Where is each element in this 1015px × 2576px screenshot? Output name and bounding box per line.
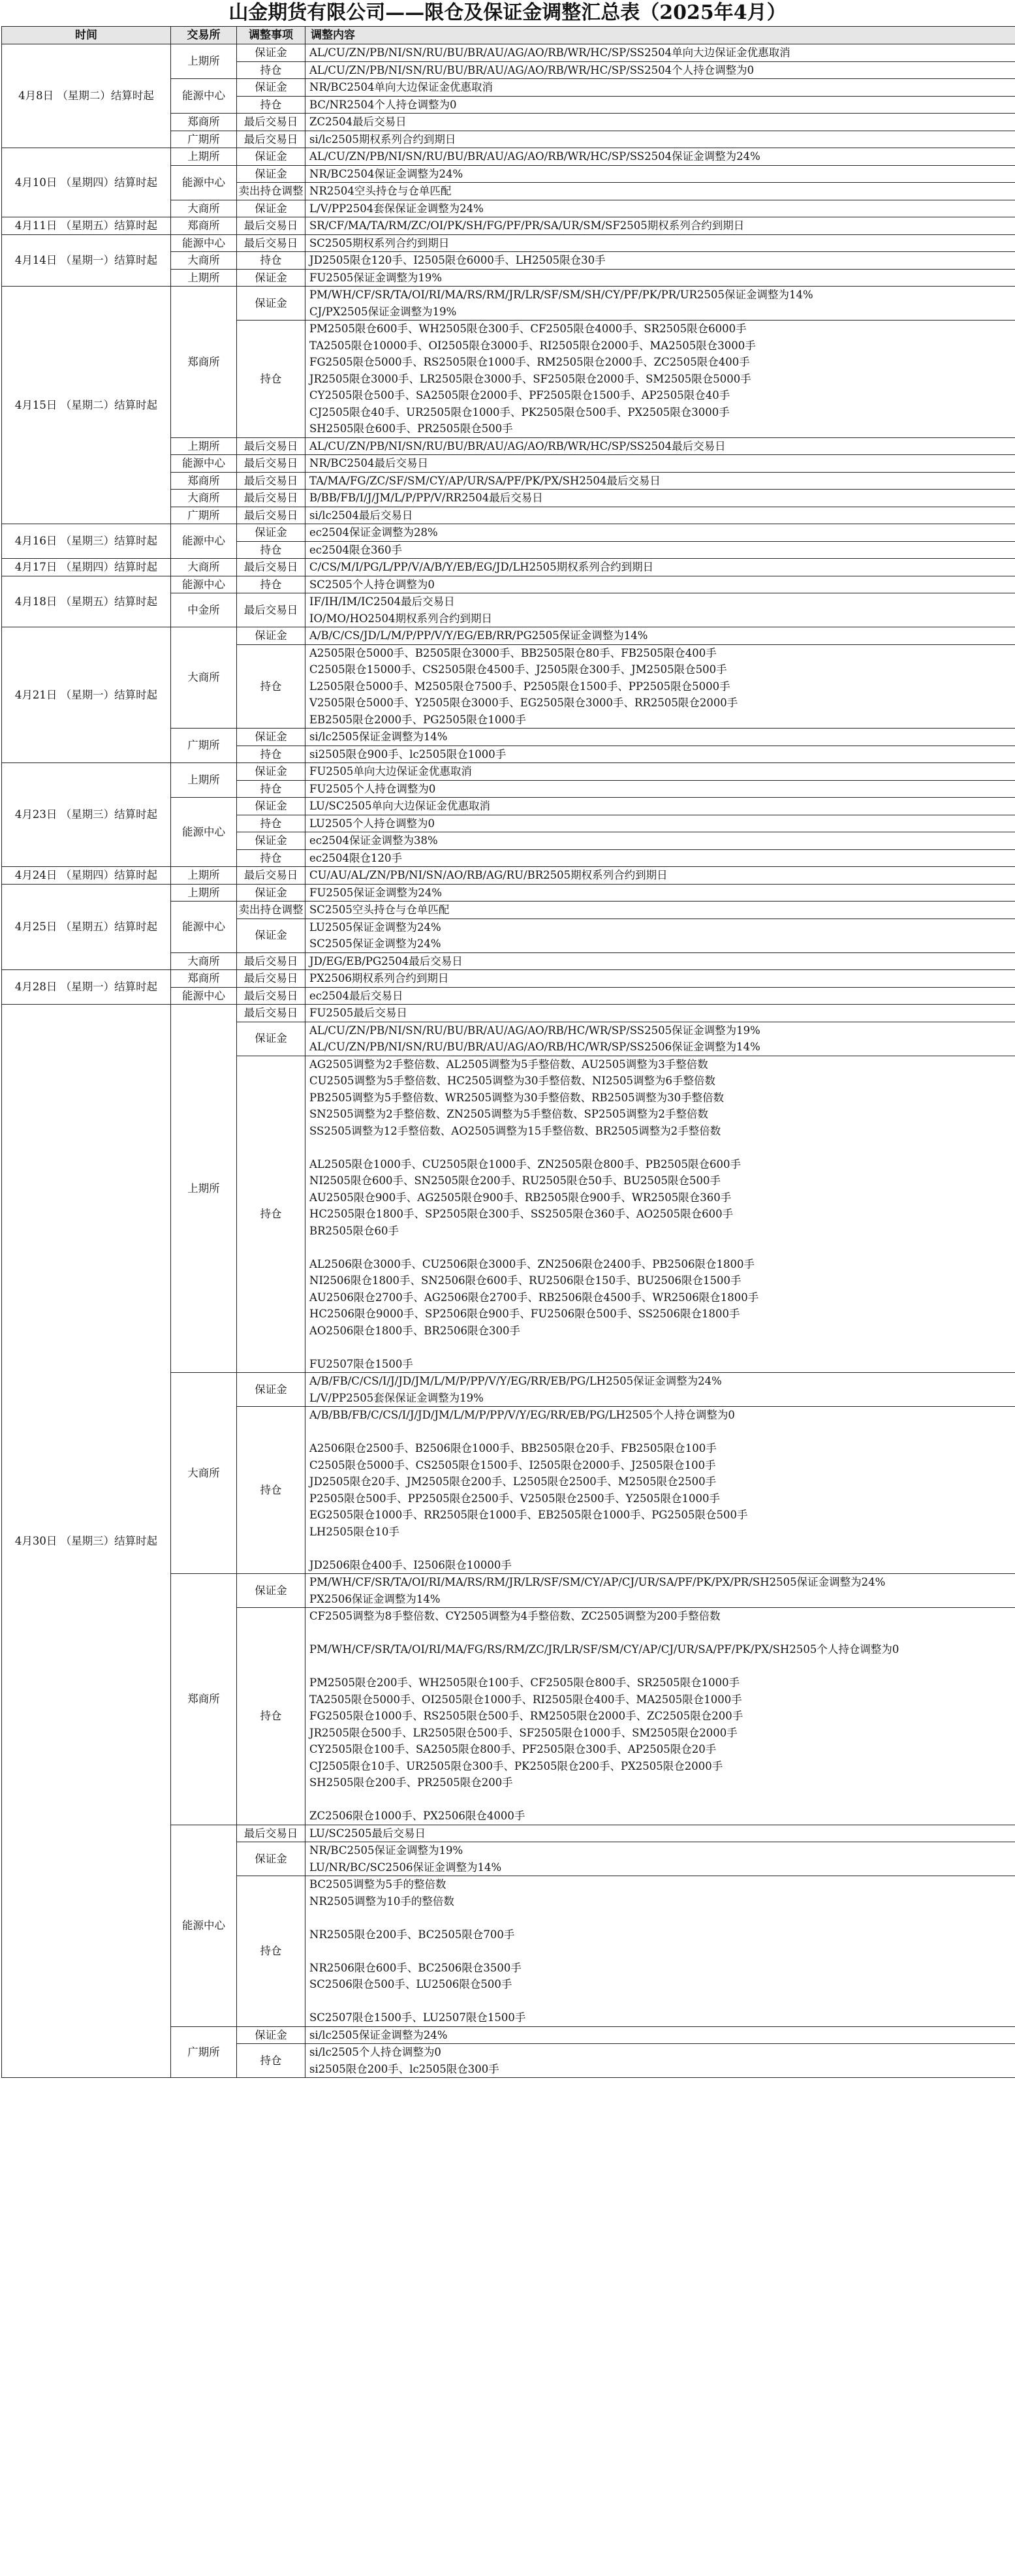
type-cell: 持仓: [237, 746, 305, 763]
exchange-cell: 上期所: [171, 44, 237, 79]
content-text: si/lc2505保证金调整为14%: [309, 730, 448, 743]
date-text: 4月30日 （星期三）结算时起: [14, 1534, 158, 1547]
content-cell: [305, 2026, 1015, 2044]
type-cell: 持仓: [237, 644, 305, 729]
content-cell: [305, 148, 1015, 166]
content-text: SC2505个人持仓调整为0: [309, 578, 435, 591]
content-cell: [305, 165, 1015, 183]
type-cell: 保证金: [237, 798, 305, 815]
exchange-cell: 大商所: [171, 252, 237, 270]
type-cell: 持仓: [237, 1608, 305, 1825]
content-cell: [305, 524, 1015, 542]
date-cell: [2, 44, 171, 148]
table-row: [2, 148, 1015, 166]
date-text: 4月23日 （星期三）结算时起: [14, 808, 158, 821]
content-text: PM2505限仓600手、WH2505限仓300手、CF2505限仓4000手、SR2505限仓6000手 TA2505限仓10000手、OI2505限仓3000手、RI2505限仓2000手、MA2505限仓3000手 FG2505限仓5000手、RS2505限仓1000手、RM2505限仓2000手、ZC2505限仓400手 JR2505限仓3000手、LR2505限仓3000手、SF2505限仓2000手、SM2505限仓5000手 CY2505限仓500手、SA2505限仓2000手、PF2505限仓1500手、AP2505限仓40手 CJ2505限仓40手、UR2505限仓1000手、PK2505限仓500手、PX2505限仓3000手 SH2505限仓600手、PR2505限仓500手: [309, 322, 756, 435]
header-row: [2, 27, 1015, 44]
content-cell: [305, 644, 1015, 729]
type-cell: 最后交易日: [237, 970, 305, 988]
content-text: BC/NR2504个人持仓调整为0: [309, 98, 457, 111]
exchange-cell: 上期所: [171, 148, 237, 166]
table-row: [2, 884, 1015, 902]
content-text: BC2505调整为5手的整倍数 NR2505调整为10手的整倍数 NR2505限仓200手、BC2505限仓700手 NR2506限仓600手、BC2506限仓3500手 SC2506限仓500手、LU2506限仓500手 SC2507限仓1500手、LU2507限仓1500手: [309, 1878, 526, 2024]
type-cell: 最后交易日: [237, 490, 305, 507]
exchange-cell: 郑商所: [171, 114, 237, 131]
content-cell: [305, 507, 1015, 524]
type-cell: 最后交易日: [237, 952, 305, 970]
exchange-cell: 能源中心: [171, 524, 237, 559]
type-cell: 持仓: [237, 815, 305, 832]
exchange-cell: 郑商所: [171, 472, 237, 490]
content-text: ec2504保证金调整为38%: [309, 834, 438, 847]
type-cell: 保证金: [237, 1022, 305, 1056]
exchange-cell: 能源中心: [171, 234, 237, 252]
content-cell: [305, 884, 1015, 902]
content-text: C/CS/M/I/PG/L/PP/V/A/B/Y/EB/EG/JD/LH2505期权系列合约到期日: [309, 561, 654, 573]
type-cell: 最后交易日: [237, 1005, 305, 1022]
content-text: B/BB/FB/I/J/JM/L/P/PP/V/RR2504最后交易日: [309, 492, 543, 504]
exchange-cell: 大商所: [171, 559, 237, 576]
content-text: si/lc2505保证金调整为24%: [309, 2028, 448, 2041]
exchange-cell: 郑商所: [171, 217, 237, 235]
type-cell: 最后交易日: [237, 987, 305, 1005]
content-cell: [305, 729, 1015, 746]
content-cell: [305, 952, 1015, 970]
content-text: LU/SC2505最后交易日: [309, 1827, 426, 1840]
content-text: A2505限仓5000手、B2505限仓3000手、BB2505限仓80手、FB2505限仓400手 C2505限仓15000手、CS2505限仓4500手、J2505限仓300手、JM2505限仓500手 L2505限仓5000手、M2505限仓7500手、P2505限仓1500手、PP2505限仓5000手 V2505限仓5000手、Y2505限仓3000手、EG2505限仓3000手、RR2505限仓2000手 EB2505限仓2000手、PG2505限仓1000手: [309, 646, 738, 726]
header-type: 调整事项: [237, 27, 305, 44]
date-cell: [2, 576, 171, 627]
content-text: NR/BC2504保证金调整为24%: [309, 167, 463, 180]
content-text: LU2505保证金调整为24% SC2505保证金调整为24%: [309, 920, 441, 950]
exchange-cell: 郑商所: [171, 287, 237, 438]
content-cell: [305, 987, 1015, 1005]
date-text: 4月14日 （星期一）结算时起: [14, 254, 158, 266]
type-cell: 保证金: [237, 919, 305, 952]
content-text: CU/AU/AL/ZN/PB/NI/SN/AO/RB/AG/RU/BR2505期权系列合约到期日: [309, 869, 668, 881]
date-text: 4月16日 （星期三）结算时起: [14, 535, 158, 548]
content-cell: [305, 593, 1015, 627]
header-exchange: 交易所: [171, 27, 237, 44]
content-cell: [305, 287, 1015, 321]
table-row: [2, 559, 1015, 576]
exchange-cell: 大商所: [171, 200, 237, 217]
content-cell: [305, 1022, 1015, 1056]
content-cell: [305, 867, 1015, 885]
content-text: si/lc2504最后交易日: [309, 509, 413, 522]
type-cell: 最后交易日: [237, 217, 305, 235]
date-cell: [2, 763, 171, 867]
content-text: ec2504限仓360手: [309, 543, 402, 556]
exchange-cell: 能源中心: [171, 455, 237, 473]
type-cell: 持仓: [237, 849, 305, 867]
exchange-cell: 上期所: [171, 1005, 237, 1373]
adjustment-table: [1, 26, 1015, 2078]
type-cell: 最后交易日: [237, 437, 305, 455]
content-text: A/B/BB/FB/C/CS/I/J/JD/JM/L/M/P/PP/V/Y/EG/RR/EB/PG/LH2505个人持仓调整为0 A2506限仓2500手、B2506限仓1000手、BB2505限仓20手、FB2505限仓100手 C2505限仓5000手、CS2505限仓1500手、I2505限仓2000手、J2505限仓100手 JD2505限仓20手、JM2505限仓200手、L2505限仓2500手、M2505限仓2500手 P2505限仓500手、PP2505限仓2500手、V2505限仓2500手、Y2505限仓1000手 EG2505限仓1000手、RR2505限仓1000手、EB2505限仓1000手、PG2505限仓500手 LH2505限仓10手 JD2506限仓400手、I2506限仓10000手: [309, 1409, 748, 1571]
content-cell: [305, 746, 1015, 763]
exchange-cell: 能源中心: [171, 987, 237, 1005]
type-cell: 持仓: [237, 1407, 305, 1574]
content-text: JD2505限仓120手、I2505限仓6000手、LH2505限仓30手: [309, 254, 606, 266]
type-cell: 最后交易日: [237, 472, 305, 490]
content-cell: [305, 1825, 1015, 1842]
type-cell: 持仓: [237, 321, 305, 438]
exchange-cell: 大商所: [171, 1373, 237, 1574]
content-text: ec2504最后交易日: [309, 989, 403, 1002]
content-cell: [305, 832, 1015, 850]
type-cell: 保证金: [237, 287, 305, 321]
content-cell: [305, 970, 1015, 988]
content-text: FU2505保证金调整为24%: [309, 886, 443, 899]
content-text: A/B/C/CS/JD/L/M/P/PP/V/Y/EG/EB/RR/PG2505保证金调整为14%: [309, 629, 648, 642]
content-cell: [305, 763, 1015, 781]
exchange-cell: 能源中心: [171, 165, 237, 200]
content-cell: [305, 79, 1015, 97]
type-cell: 持仓: [237, 1876, 305, 2027]
exchange-cell: 能源中心: [171, 79, 237, 114]
content-cell: [305, 455, 1015, 473]
content-text: NR/BC2504单向大边保证金优惠取消: [309, 81, 493, 93]
exchange-cell: 大商所: [171, 952, 237, 970]
content-cell: [305, 798, 1015, 815]
content-cell: [305, 1407, 1015, 1574]
date-text: 4月25日 （星期五）结算时起: [14, 920, 158, 933]
type-cell: 保证金: [237, 148, 305, 166]
content-cell: [305, 2044, 1015, 2078]
content-cell: [305, 200, 1015, 217]
type-cell: 持仓: [237, 576, 305, 593]
type-cell: 持仓: [237, 96, 305, 114]
content-text: SC2505空头持仓与仓单匹配: [309, 903, 450, 916]
content-text: si/lc2505期权系列合约到期日: [309, 133, 456, 146]
content-text: FU2505最后交易日: [309, 1007, 407, 1019]
content-text: FU2505个人持仓调整为0: [309, 782, 436, 795]
date-cell: [2, 1005, 171, 2078]
type-cell: 保证金: [237, 44, 305, 62]
date-text: 4月21日 （星期一）结算时起: [14, 688, 158, 701]
content-text: IF/IH/IM/IC2504最后交易日 IO/MO/HO2504期权系列合约到期日: [309, 595, 492, 625]
type-cell: 最后交易日: [237, 234, 305, 252]
content-cell: [305, 252, 1015, 270]
content-text: AL/CU/ZN/PB/NI/SN/RU/BU/BR/AU/AG/AO/RB/HC/WR/SP/SS2505保证金调整为19% AL/CU/ZN/PB/NI/SN/RU/BU/BR/AU/AG/AO/RB/HC/WR/SP/SS2506保证金调整为14%: [309, 1024, 760, 1053]
content-text: ec2504保证金调整为28%: [309, 526, 438, 539]
exchange-cell: 能源中心: [171, 902, 237, 953]
exchange-cell: 上期所: [171, 867, 237, 885]
type-cell: 保证金: [237, 524, 305, 542]
exchange-cell: 能源中心: [171, 576, 237, 593]
type-cell: 最后交易日: [237, 131, 305, 148]
content-text: AL/CU/ZN/PB/NI/SN/RU/BU/BR/AU/AG/AO/RB/WR/HC/SP/SS2504最后交易日: [309, 439, 726, 452]
table-row: [2, 524, 1015, 542]
type-cell: 保证金: [237, 627, 305, 645]
table-row: [2, 763, 1015, 781]
exchange-cell: 上期所: [171, 269, 237, 287]
type-cell: 保证金: [237, 1842, 305, 1876]
exchange-cell: 广期所: [171, 729, 237, 763]
type-cell: 保证金: [237, 1574, 305, 1608]
date-text: 4月28日 （星期一）结算时起: [14, 981, 158, 994]
type-cell: 最后交易日: [237, 455, 305, 473]
table-row: [2, 867, 1015, 885]
content-text: AL/CU/ZN/PB/NI/SN/RU/BU/BR/AU/AG/AO/RB/WR/HC/SP/SS2504保证金调整为24%: [309, 150, 760, 163]
date-cell: [2, 884, 171, 970]
content-text: SC2505期权系列合约到期日: [309, 236, 450, 249]
type-cell: 保证金: [237, 832, 305, 850]
table-row: [2, 287, 1015, 321]
table-row: [2, 44, 1015, 62]
table-row: [2, 576, 1015, 593]
type-cell: 最后交易日: [237, 593, 305, 627]
type-cell: 持仓: [237, 780, 305, 798]
type-cell: 保证金: [237, 200, 305, 217]
content-cell: [305, 96, 1015, 114]
table-row: [2, 970, 1015, 988]
date-text: 4月18日 （星期五）结算时起: [14, 595, 158, 608]
type-cell: 最后交易日: [237, 507, 305, 524]
content-text: FU2505保证金调整为19%: [309, 271, 443, 284]
exchange-cell: 广期所: [171, 2026, 237, 2078]
type-cell: 保证金: [237, 2026, 305, 2044]
type-cell: 最后交易日: [237, 114, 305, 131]
type-cell: 保证金: [237, 763, 305, 781]
type-cell: 持仓: [237, 2044, 305, 2078]
type-cell: 卖出持仓调整: [237, 183, 305, 200]
type-cell: 保证金: [237, 269, 305, 287]
content-cell: [305, 44, 1015, 62]
content-cell: [305, 849, 1015, 867]
content-cell: [305, 780, 1015, 798]
exchange-cell: 上期所: [171, 763, 237, 798]
type-cell: 持仓: [237, 61, 305, 79]
table-row: [2, 217, 1015, 235]
type-cell: 最后交易日: [237, 867, 305, 885]
type-cell: 保证金: [237, 729, 305, 746]
table-row: [2, 1005, 1015, 1022]
content-text: PM/WH/CF/SR/TA/OI/RI/MA/RS/RM/JR/LR/SF/SM/SH/CY/PF/PK/PR/UR2505保证金调整为14% CJ/PX2505保证金调整为19%: [309, 289, 813, 318]
content-text: SR/CF/MA/TA/RM/ZC/OI/PK/SH/FG/PF/PR/SA/UR/SM/SF2505期权系列合约到期日: [309, 219, 745, 232]
content-text: JD/EG/EB/PG2504最后交易日: [309, 954, 463, 967]
content-cell: [305, 1373, 1015, 1407]
table-row: [2, 234, 1015, 252]
content-text: PX2506期权系列合约到期日: [309, 972, 449, 984]
content-text: ec2504限仓120手: [309, 851, 402, 864]
content-cell: [305, 1876, 1015, 2027]
content-cell: [305, 541, 1015, 559]
content-cell: [305, 321, 1015, 438]
content-text: PM/WH/CF/SR/TA/OI/RI/MA/RS/RM/JR/LR/SF/SM/CY/AP/CJ/UR/SA/PF/PK/PX/PR/SH2505保证金调整为24% PX2506保证金调整为14%: [309, 1576, 886, 1605]
content-text: NR/BC2504最后交易日: [309, 457, 428, 469]
content-cell: [305, 131, 1015, 148]
content-cell: [305, 902, 1015, 919]
exchange-cell: 上期所: [171, 884, 237, 902]
date-cell: [2, 148, 171, 217]
date-text: 4月15日 （星期二）结算时起: [14, 398, 158, 411]
exchange-cell: 中金所: [171, 593, 237, 627]
exchange-cell: 能源中心: [171, 1825, 237, 2026]
content-cell: [305, 1056, 1015, 1373]
exchange-cell: 能源中心: [171, 798, 237, 867]
content-text: CF2505调整为8手整倍数、CY2505调整为4手整倍数、ZC2505调整为200手整倍数 PM/WH/CF/SR/TA/OI/RI/MA/FG/RS/RM/ZC/JR/LR/SF/SM/CY/AP/CJ/UR/SA/PF/PK/PX/SH2505个人持仓调整为0 PM2505限仓200手、WH2505限仓100手、CF2505限仓800手、SR2505限仓1000手 TA2505限仓5000手、OI2505限仓1000手、RI2505限仓400手、MA2505限仓1000手 FG2505限仓1000手、RS2505限仓500手、RM2505限仓2000手、ZC2505限仓200手 JR2505限仓500手、LR2505限仓500手、SF2505限仓1000手、SM2505限仓2000手 CY2505限仓100手、SA2505限仓800手、PF2505限仓300手、AP2505限仓20手 CJ2505限仓10手、UR2505限仓300手、PK2505限仓200手、PX2505限仓2000手 SH2505限仓200手、PR2505限仓200手 ZC2506限仓1000手、PX2506限仓4000手: [309, 1610, 899, 1822]
type-cell: 最后交易日: [237, 1825, 305, 1842]
content-text: LU/SC2505单向大边保证金优惠取消: [309, 800, 490, 812]
date-cell: [2, 234, 171, 287]
content-cell: [305, 1574, 1015, 1608]
date-cell: [2, 287, 171, 524]
exchange-cell: 广期所: [171, 131, 237, 148]
content-text: FU2505单向大边保证金优惠取消: [309, 765, 472, 778]
content-text: L/V/PP2504套保保证金调整为24%: [309, 202, 484, 215]
exchange-cell: 大商所: [171, 490, 237, 507]
type-cell: 卖出持仓调整: [237, 902, 305, 919]
content-cell: [305, 114, 1015, 131]
content-text: LU2505个人持仓调整为0: [309, 817, 435, 830]
type-cell: 最后交易日: [237, 559, 305, 576]
content-text: NR/BC2505保证金调整为19% LU/NR/BC/SC2506保证金调整为14%: [309, 1844, 502, 1874]
type-cell: 保证金: [237, 1373, 305, 1407]
type-cell: 持仓: [237, 541, 305, 559]
exchange-cell: 大商所: [171, 627, 237, 729]
exchange-cell: 广期所: [171, 507, 237, 524]
content-cell: [305, 1608, 1015, 1825]
type-cell: 保证金: [237, 165, 305, 183]
exchange-cell: 郑商所: [171, 970, 237, 988]
exchange-cell: 郑商所: [171, 1574, 237, 1825]
content-cell: [305, 559, 1015, 576]
content-cell: [305, 1005, 1015, 1022]
header-content: 调整内容: [305, 27, 1015, 44]
date-cell: 4月17日 （星期四）结算时起: [2, 559, 171, 576]
content-cell: [305, 183, 1015, 200]
table-row: [2, 627, 1015, 645]
date-text: 4月10日 （星期四）结算时起: [14, 176, 158, 189]
content-cell: [305, 437, 1015, 455]
content-cell: [305, 919, 1015, 952]
content-text: si/lc2505个人持仓调整为0 si2505限仓200手、lc2505限仓300手: [309, 2046, 499, 2075]
content-text: NR2504空头持仓与仓单匹配: [309, 185, 452, 197]
header-time: 时间: [2, 27, 171, 44]
content-text: si2505限仓900手、lc2505限仓1000手: [309, 747, 507, 761]
date-cell: [2, 627, 171, 763]
content-text: AL/CU/ZN/PB/NI/SN/RU/BU/BR/AU/AG/AO/RB/WR/HC/SP/SS2504个人持仓调整为0: [309, 63, 755, 76]
date-cell: [2, 524, 171, 559]
content-cell: [305, 269, 1015, 287]
type-cell: 持仓: [237, 1056, 305, 1373]
content-cell: [305, 815, 1015, 832]
content-cell: [305, 234, 1015, 252]
date-cell: 4月11日 （星期五）结算时起: [2, 217, 171, 235]
exchange-cell: 上期所: [171, 437, 237, 455]
date-text: 4月8日 （星期二）结算时起: [18, 89, 154, 102]
date-cell: [2, 970, 171, 1005]
content-cell: [305, 472, 1015, 490]
content-cell: [305, 61, 1015, 79]
type-cell: 持仓: [237, 252, 305, 270]
content-text: A/B/FB/C/CS/I/J/JD/JM/L/M/P/PP/V/Y/EG/RR/EB/PG/LH2505保证金调整为24% L/V/PP2505套保保证金调整为19%: [309, 1375, 722, 1404]
content-cell: [305, 576, 1015, 593]
content-cell: [305, 627, 1015, 645]
content-text: TA/MA/FG/ZC/SF/SM/CY/AP/UR/SA/PF/PK/PX/SH2504最后交易日: [309, 474, 661, 487]
content-cell: [305, 490, 1015, 507]
content-text: AL/CU/ZN/PB/NI/SN/RU/BU/BR/AU/AG/AO/RB/WR/HC/SP/SS2504单向大边保证金优惠取消: [309, 46, 790, 59]
content-cell: [305, 217, 1015, 235]
content-text: AG2505调整为2手整倍数、AL2505调整为5手整倍数、AU2505调整为3手整倍数 CU2505调整为5手整倍数、HC2505调整为30手整倍数、NI2505调整为6手整倍数 PB2505调整为5手整倍数、WR2505调整为30手整倍数、RB2505调整为30手整倍数 SN2505调整为2手整倍数、ZN2505调整为5手整倍数、SP2505调整为2手整倍数 SS2505调整为12手整倍数、AO2505调整为15手整倍数、BR2505调整为2手整倍数 AL2505限仓1000手、CU2505限仓1000手、ZN2505限仓800手、PB2505限仓600手 NI2505限仓600手、SN2505限仓200手、RU2505限仓50手、BU2505限仓500手 AU2505限仓900手、AG2505限仓900手、RB2505限仓900手、WR2505限仓360手 HC2505限仓1800手、SP2505限仓300手、SS2505限仓360手、AO2505限仓600手 BR2505限仓60手 AL2506限仓3000手、CU2506限仓3000手、ZN2506限仓2400手、PB2506限仓1800手 NI2506限仓1800手、SN2506限仓600手、RU2506限仓150手、BU2506限仓1500手 AU2506限仓2700手、AG2506限仓2700手、RB2506限仓4500手、WR2506限仓1800手 HC2506限仓9000手、SP2506限仓900手、FU2506限仓500手、SS2506限仓1800手 AO2506限仓1800手、BR2506限仓300手 FU2507限仓1500手: [309, 1058, 759, 1370]
content-text: ZC2504最后交易日: [309, 116, 407, 128]
date-cell: 4月24日 （星期四）结算时起: [2, 867, 171, 885]
type-cell: 保证金: [237, 884, 305, 902]
type-cell: 保证金: [237, 79, 305, 97]
content-cell: [305, 1842, 1015, 1876]
sheet-title: 山金期货有限公司——限仓及保证金调整汇总表（2025年4月）: [228, 1, 787, 24]
